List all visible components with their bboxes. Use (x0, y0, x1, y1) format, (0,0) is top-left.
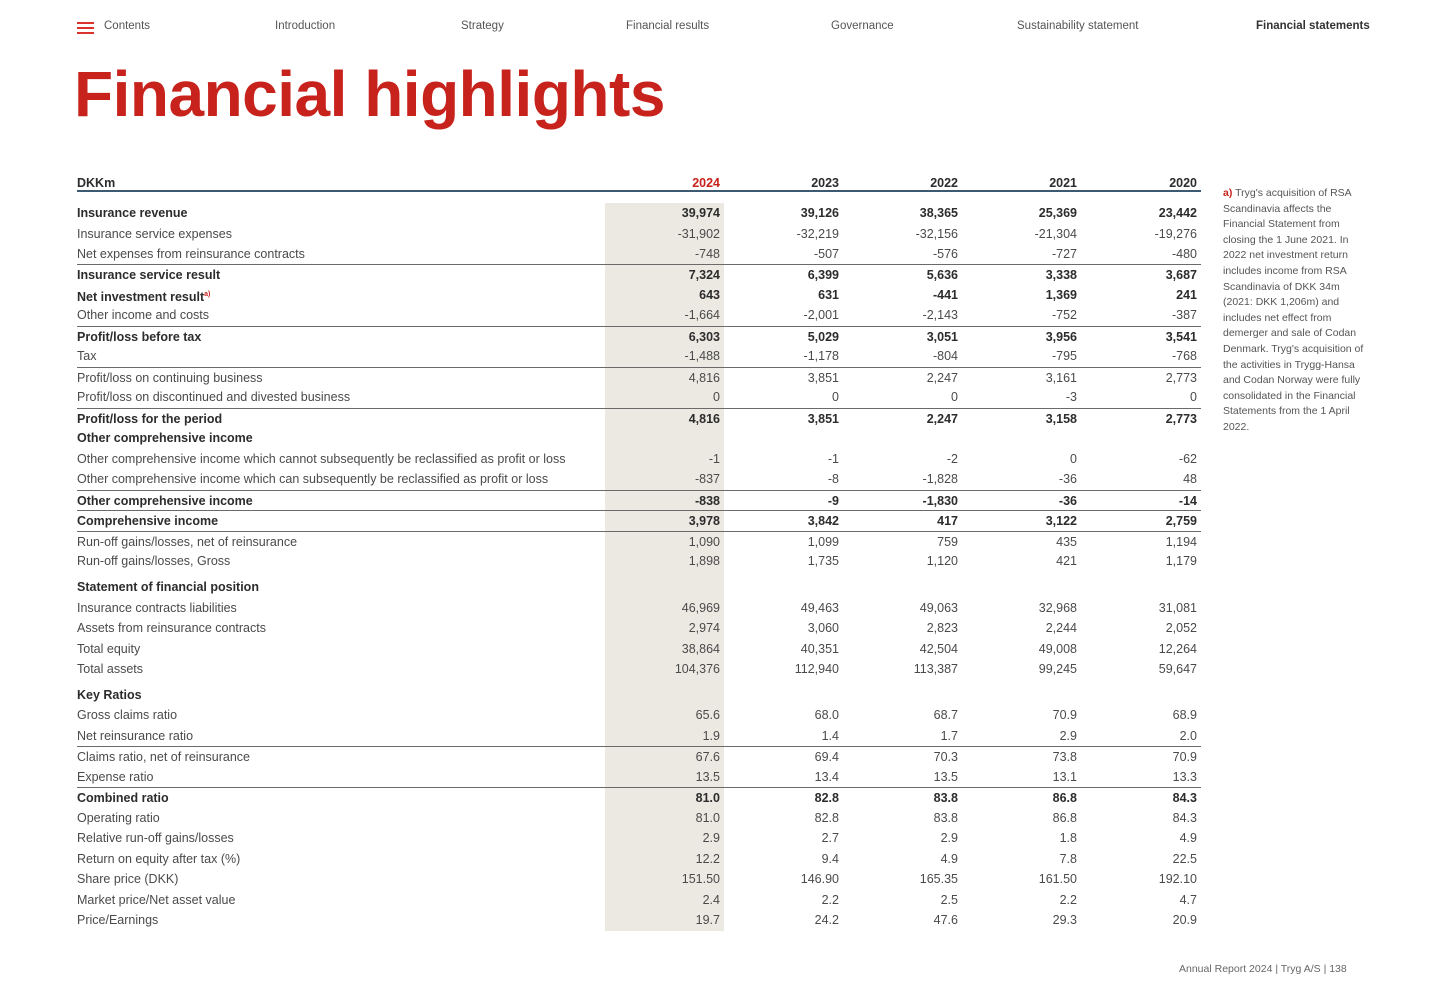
cell-value: 47.6 (933, 913, 958, 927)
cell-value: 631 (818, 288, 839, 302)
year-header: 2024 (692, 176, 720, 190)
row-label: Total assets (77, 662, 144, 676)
table-row (77, 869, 1201, 890)
cell-value: 70.9 (1172, 750, 1197, 764)
cell-value: 2.9 (940, 831, 958, 845)
cell-value: -837 (694, 472, 720, 486)
table-row (77, 787, 1201, 809)
cell-value: -2,143 (922, 308, 958, 322)
cell-value: -21,304 (1034, 227, 1077, 241)
cell-value: 39,974 (681, 206, 720, 220)
row-label: Operating ratio (77, 811, 160, 825)
cell-value: 3,338 (1045, 268, 1077, 282)
cell-value: 3,158 (1045, 412, 1077, 426)
row-label: Other comprehensive income which cannot subsequently be reclassified as profit or loss (77, 452, 566, 466)
row-label: Comprehensive income (77, 514, 219, 528)
cell-value: 49,008 (1038, 642, 1077, 656)
cell-value: 70.9 (1052, 708, 1077, 722)
table-row (77, 449, 1201, 470)
cell-value: 2,773 (1165, 371, 1197, 385)
cell-value: 192.10 (1158, 872, 1197, 886)
table-row (77, 469, 1201, 490)
row-label: Combined ratio (77, 791, 169, 805)
row-label: Relative run-off gains/losses (77, 831, 234, 845)
table-row (77, 577, 1201, 598)
table-row (77, 910, 1201, 931)
table-row (77, 305, 1201, 326)
table-row (77, 726, 1201, 747)
cell-value: 0 (951, 390, 958, 404)
cell-value: 4,816 (688, 412, 720, 426)
page-title: Financial highlights (74, 58, 665, 130)
cell-value: 7,324 (688, 268, 720, 282)
cell-value: -32,156 (915, 227, 958, 241)
table-row (77, 531, 1201, 553)
cell-value: 68.0 (814, 708, 839, 722)
cell-value: 112,940 (794, 662, 839, 676)
cell-value: 3,851 (807, 371, 839, 385)
row-label: Insurance service expenses (77, 227, 232, 241)
cell-value: 759 (937, 535, 958, 549)
cell-value: 3,956 (1045, 330, 1077, 344)
cell-value: 2,759 (1165, 514, 1197, 528)
cell-value: 2.7 (821, 831, 839, 845)
cell-value: -36 (1058, 472, 1077, 486)
cell-value: 81.0 (695, 811, 720, 825)
cell-value: 241 (1176, 288, 1197, 302)
table-row (77, 428, 1201, 449)
cell-value: 38,864 (681, 642, 720, 656)
cell-value: 83.8 (933, 811, 958, 825)
cell-value: 435 (1056, 535, 1077, 549)
cell-value: 2,823 (926, 621, 958, 635)
cell-value: 1.9 (702, 729, 720, 743)
table-row (77, 849, 1201, 870)
row-label: Net expenses from reinsurance contracts (77, 247, 305, 261)
cell-value: 6,399 (807, 268, 839, 282)
cell-value: 69.4 (814, 750, 839, 764)
cell-value: 2.2 (821, 893, 839, 907)
cell-value: -441 (932, 288, 958, 302)
row-label: Statement of financial position (77, 580, 259, 594)
cell-value: 82.8 (814, 791, 839, 805)
cell-value: 68.7 (933, 708, 958, 722)
cell-value: 1,090 (688, 535, 720, 549)
cell-value: 38,365 (919, 206, 958, 220)
cell-value: -727 (1051, 247, 1077, 261)
cell-value: 2.0 (1179, 729, 1197, 743)
row-label: Share price (DKK) (77, 872, 179, 886)
cell-value: 2,974 (688, 621, 720, 635)
cell-value: 12,264 (1158, 642, 1197, 656)
cell-value: 13.5 (695, 770, 720, 784)
cell-value: 2.5 (940, 893, 958, 907)
cell-value: 4.7 (1179, 893, 1197, 907)
cell-value: 83.8 (933, 791, 958, 805)
nav-financial-results[interactable]: Financial results (626, 20, 710, 32)
cell-value: 81.0 (695, 791, 720, 805)
cell-value: 0 (832, 390, 839, 404)
cell-value: -2 (946, 452, 958, 466)
table-row (77, 890, 1201, 911)
nav-introduction[interactable]: Introduction (275, 20, 336, 32)
cell-value: 1.4 (821, 729, 839, 743)
cell-value: 2.2 (1059, 893, 1077, 907)
cell-value: 165.35 (919, 872, 958, 886)
row-label: Other comprehensive income (77, 494, 253, 508)
cell-value: 5,636 (926, 268, 958, 282)
cell-value: -32,219 (796, 227, 839, 241)
cell-value: 9.4 (821, 852, 839, 866)
cell-value: -768 (1171, 349, 1197, 363)
table-row (77, 767, 1201, 788)
row-label: Run-off gains/losses, Gross (77, 554, 231, 568)
row-label: Total equity (77, 642, 141, 656)
cell-value: 40,351 (800, 642, 839, 656)
cell-value: 3,687 (1165, 268, 1197, 282)
table-row (77, 224, 1201, 245)
nav-strategy[interactable]: Strategy (461, 20, 504, 32)
table-row (77, 659, 1201, 680)
cell-value: 3,122 (1045, 514, 1077, 528)
cell-value: -1 (827, 452, 839, 466)
cell-value: 1,735 (807, 554, 839, 568)
cell-value: 22.5 (1172, 852, 1197, 866)
table-row (77, 598, 1201, 619)
table-row (77, 510, 1201, 532)
cell-value: 1,898 (688, 554, 720, 568)
year-header: 2020 (1169, 176, 1197, 190)
table-row (77, 408, 1201, 430)
cell-value: 42,504 (919, 642, 958, 656)
cell-value: -2,001 (803, 308, 839, 322)
cell-value: 151.50 (681, 872, 720, 886)
cell-value: 5,029 (807, 330, 839, 344)
cell-value: 1,369 (1045, 288, 1077, 302)
cell-value: 2.4 (702, 893, 720, 907)
cell-value: -838 (694, 494, 720, 508)
cell-value: 417 (937, 514, 958, 528)
table-row (77, 244, 1201, 265)
cell-value: 12.2 (695, 852, 720, 866)
row-label: Profit/loss on continuing business (77, 371, 263, 385)
cell-value: -1,830 (922, 494, 958, 508)
cell-value: 86.8 (1052, 791, 1077, 805)
footnote (1223, 186, 1368, 436)
table-row (77, 264, 1201, 286)
table-row (77, 367, 1201, 389)
menu-icon[interactable] (77, 22, 94, 34)
cell-value: 2,773 (1165, 412, 1197, 426)
cell-value: 6,303 (688, 330, 720, 344)
row-label: Profit/loss before tax (77, 330, 202, 344)
footnote-reference: a) (204, 291, 211, 298)
cell-value: 2,247 (926, 371, 958, 385)
cell-value: 3,541 (1165, 330, 1197, 344)
row-label: Gross claims ratio (77, 708, 178, 722)
cell-value: 3,842 (807, 514, 839, 528)
row-label: Return on equity after tax (%) (77, 852, 241, 866)
cell-value: 29.3 (1052, 913, 1077, 927)
year-header: 2023 (811, 176, 839, 190)
cell-value: 49,063 (919, 601, 958, 615)
cell-value: 84.3 (1172, 811, 1197, 825)
cell-value: -31,902 (677, 227, 720, 241)
row-label: Net investment result$^{a)}$ (77, 290, 211, 305)
cell-value: 20.9 (1172, 913, 1197, 927)
cell-value: 13.4 (814, 770, 839, 784)
cell-value: 643 (699, 288, 720, 302)
cell-value: -19,276 (1154, 227, 1197, 241)
cell-value: 7.8 (1059, 852, 1077, 866)
cell-value: 1,120 (926, 554, 958, 568)
cell-value: -795 (1051, 349, 1077, 363)
cell-value: 1.7 (940, 729, 958, 743)
cell-value: 49,463 (800, 601, 839, 615)
table-row (77, 346, 1201, 367)
cell-value: 104,376 (674, 662, 720, 676)
cell-value: -3 (1065, 390, 1077, 404)
table-row (77, 490, 1201, 512)
footnote-text: Tryg's acquisition of RSA Scandinavia affects the Financial Statement from closing the 1 June 2021. In 2022 net investment return includes income from RSA Scandinavia of DKK 34m (2021: DKK 1,206m) and includes net effect from demerger and sale of Codan Denmark. Tryg's acquisition of the activities in Trygg-Hansa and Codan Norway were fully consolidated in the Financial Statements from the 1 April 2022. (1223, 187, 1364, 433)
row-label: Assets from reinsurance contracts (77, 621, 266, 635)
table-row (77, 685, 1201, 706)
row-label: Key Ratios (77, 688, 142, 702)
cell-value: -1,828 (922, 472, 958, 486)
cell-value: -1,178 (803, 349, 839, 363)
row-label: Tax (77, 349, 97, 363)
cell-value: 0 (1070, 452, 1077, 466)
nav-governance[interactable]: Governance (831, 20, 894, 32)
cell-value: 23,442 (1158, 206, 1197, 220)
cell-value: 82.8 (814, 811, 839, 825)
nav-sustainability-statement[interactable]: Sustainability statement (1017, 20, 1139, 32)
cell-value: 48 (1183, 472, 1197, 486)
cell-value: 84.3 (1172, 791, 1197, 805)
cell-value: 99,245 (1038, 662, 1077, 676)
cell-value: 113,387 (913, 662, 958, 676)
table-row (77, 808, 1201, 829)
cell-value: 3,060 (807, 621, 839, 635)
nav-contents[interactable]: Contents (104, 20, 151, 32)
cell-value: 1,099 (807, 535, 839, 549)
cell-value: 146.90 (800, 872, 839, 886)
cell-value: 73.8 (1052, 750, 1077, 764)
table-row (77, 705, 1201, 726)
cell-value: 0 (713, 390, 720, 404)
cell-value: 4.9 (940, 852, 958, 866)
cell-value: -748 (694, 247, 720, 261)
cell-value: 24.2 (814, 913, 839, 927)
header-divider (77, 190, 1201, 192)
top-navigation (0, 0, 1440, 56)
cell-value: 13.5 (933, 770, 958, 784)
year-header: 2022 (930, 176, 958, 190)
cell-value: 1.8 (1059, 831, 1077, 845)
row-label: Other comprehensive income (77, 431, 253, 445)
cell-value: -480 (1171, 247, 1197, 261)
row-label: Profit/loss for the period (77, 412, 223, 426)
cell-value: 3,851 (807, 412, 839, 426)
cell-value: 1,194 (1165, 535, 1197, 549)
cell-value: 86.8 (1052, 811, 1077, 825)
cell-value: -8 (827, 472, 839, 486)
cell-value: 4.9 (1179, 831, 1197, 845)
cell-value: -1,664 (684, 308, 720, 322)
cell-value: 46,969 (681, 601, 720, 615)
cell-value: 1,179 (1165, 554, 1197, 568)
cell-value: 31,081 (1158, 601, 1197, 615)
row-label: Expense ratio (77, 770, 154, 784)
cell-value: 3,161 (1045, 371, 1077, 385)
row-label: Insurance service result (77, 268, 221, 282)
row-label: Insurance revenue (77, 206, 188, 220)
cell-value: -752 (1051, 308, 1077, 322)
table-row (77, 203, 1201, 224)
table-row (77, 746, 1201, 768)
table-row (77, 551, 1201, 572)
cell-value: 13.1 (1052, 770, 1077, 784)
cell-value: 421 (1056, 554, 1077, 568)
row-label: Claims ratio, net of reinsurance (77, 750, 250, 764)
table-row (77, 639, 1201, 660)
row-label: Profit/loss on discontinued and divested business (77, 390, 351, 404)
table-row (77, 326, 1201, 348)
row-label: Other income and costs (77, 308, 210, 322)
table-row (77, 285, 1201, 306)
cell-value: 3,978 (688, 514, 720, 528)
cell-value: -1,488 (684, 349, 720, 363)
cell-value: -14 (1178, 494, 1197, 508)
cell-value: 19.7 (695, 913, 720, 927)
cell-value: 2.9 (1059, 729, 1077, 743)
cell-value: 25,369 (1038, 206, 1077, 220)
cell-value: 59,647 (1158, 662, 1197, 676)
cell-value: 0 (1190, 390, 1197, 404)
page-footer: Annual Report 2024 | Tryg A/S | 138 (1179, 963, 1347, 975)
cell-value: 2.9 (702, 831, 720, 845)
row-label: Net reinsurance ratio (77, 729, 194, 743)
row-label: Run-off gains/losses, net of reinsurance (77, 535, 298, 549)
unit-label: DKKm (77, 176, 116, 190)
cell-value: 13.3 (1172, 770, 1197, 784)
row-label: Market price/Net asset value (77, 893, 236, 907)
cell-value: 67.6 (695, 750, 720, 764)
cell-value: -387 (1171, 308, 1197, 322)
cell-value: 2,247 (926, 412, 958, 426)
table-row (77, 387, 1201, 408)
cell-value: 70.3 (933, 750, 958, 764)
row-label: Other comprehensive income which can subsequently be reclassified as profit or loss (77, 472, 549, 486)
cell-value: -36 (1058, 494, 1077, 508)
row-label: Price/Earnings (77, 913, 159, 927)
cell-value: -9 (827, 494, 839, 508)
cell-value: 68.9 (1172, 708, 1197, 722)
cell-value: 39,126 (800, 206, 839, 220)
cell-value: -1 (708, 452, 720, 466)
cell-value: 32,968 (1038, 601, 1077, 615)
row-label: Insurance contracts liabilities (77, 601, 237, 615)
cell-value: -62 (1178, 452, 1197, 466)
cell-value: 65.6 (695, 708, 720, 722)
table-row (77, 618, 1201, 639)
cell-value: -576 (932, 247, 958, 261)
cell-value: 4,816 (688, 371, 720, 385)
nav-financial-statements[interactable]: Financial statements (1256, 20, 1370, 32)
cell-value: 3,051 (926, 330, 958, 344)
cell-value: 2,244 (1045, 621, 1077, 635)
table-row (77, 828, 1201, 849)
year-header: 2021 (1049, 176, 1077, 190)
cell-value: -507 (813, 247, 839, 261)
cell-value: 161.50 (1038, 872, 1077, 886)
cell-value: -804 (932, 349, 958, 363)
footnote-mark: a) (1223, 187, 1233, 199)
cell-value: 2,052 (1165, 621, 1197, 635)
